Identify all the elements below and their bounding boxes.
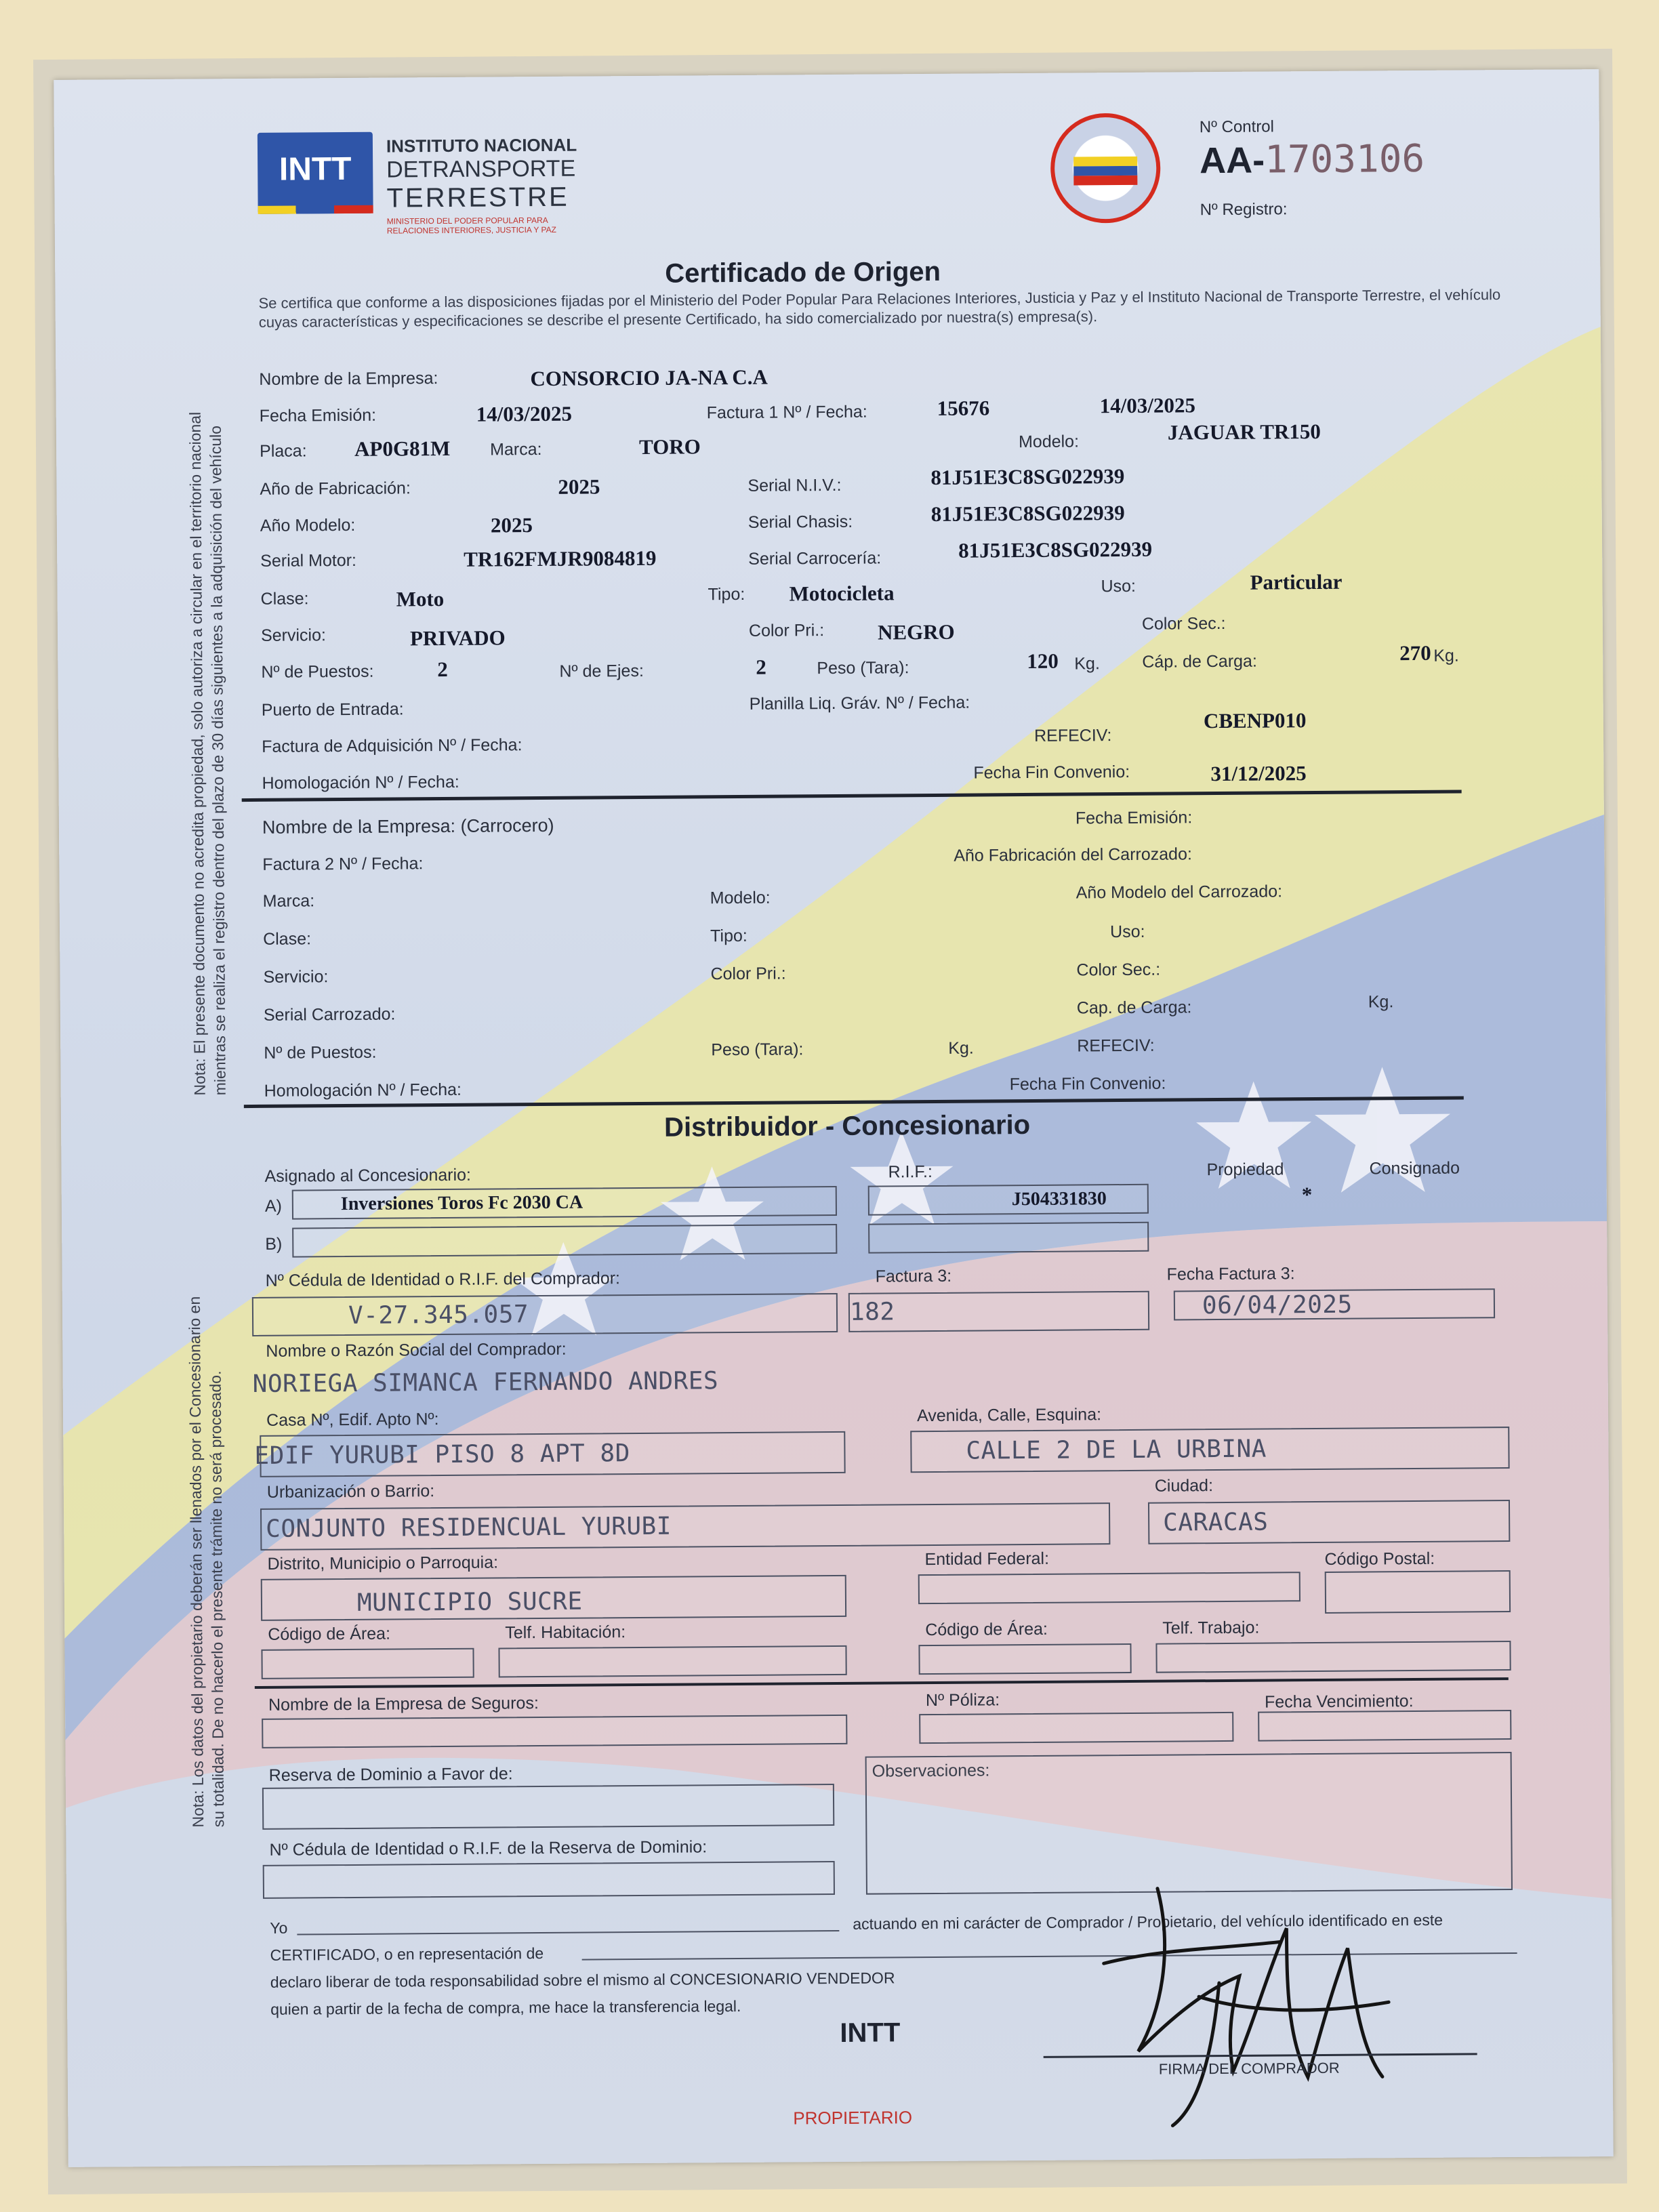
- factura3-value: 182: [849, 1298, 895, 1326]
- servicio-label: Servicio:: [260, 626, 326, 645]
- factura2-label: Factura 2 Nº / Fecha:: [262, 854, 424, 874]
- concesionario-a-field[interactable]: [292, 1186, 837, 1220]
- carrocero-peso-label: Peso (Tara):: [711, 1040, 804, 1060]
- casa-field[interactable]: [254, 1431, 845, 1477]
- carrocero-clase-label: Clase:: [263, 929, 312, 949]
- carrocero-modelo-label: Modelo:: [710, 888, 771, 908]
- anio-fab-label: Año de Fabricación:: [260, 478, 411, 499]
- serial-carroceria-value: 81J51E3C8SG022939: [958, 537, 1153, 562]
- puestos-value: 2: [437, 657, 448, 682]
- uso-label: Uso:: [1101, 576, 1136, 596]
- peso-kg: Kg.: [1074, 654, 1100, 674]
- asignado-label: Asignado al Concesionario:: [264, 1165, 472, 1186]
- reserva-cedula-field[interactable]: [263, 1861, 835, 1899]
- rif-a-field[interactable]: [868, 1184, 1149, 1216]
- declaration-line2: CERTIFICADO, o en representación de: [270, 1944, 544, 1964]
- uso-value: Particular: [1250, 569, 1343, 594]
- reserva-cedula-label: Nº Cédula de Identidad o R.I.F. de la Reserva de Dominio:: [269, 1837, 708, 1860]
- government-seal: [1050, 113, 1161, 224]
- distrito-value: MUNICIPIO SUCRE: [356, 1587, 583, 1617]
- control-label: Nº Control: [1199, 117, 1275, 137]
- avenida-label: Avenida, Calle, Esquina:: [916, 1405, 1102, 1426]
- factura-adq-label: Factura de Adquisición Nº / Fecha:: [262, 735, 523, 756]
- modelo-label: Modelo:: [1018, 432, 1080, 452]
- carrocero-homologacion-label: Homologación Nº / Fecha:: [264, 1080, 462, 1101]
- tipo-label: Tipo:: [708, 584, 745, 605]
- carrocero-uso-label: Uso:: [1109, 922, 1145, 942]
- carrocero-empresa-label: Nombre de la Empresa: (Carrocero): [262, 815, 554, 838]
- color-pri-value: NEGRO: [877, 619, 955, 644]
- carrocero-puestos-label: Nº de Puestos:: [264, 1042, 377, 1063]
- cap-carga-label: Cáp. de Carga:: [1142, 651, 1257, 672]
- seguros-label: Nombre de la Empresa de Seguros:: [268, 1694, 539, 1715]
- telf-trab-label: Telf. Trabajo:: [1162, 1618, 1260, 1638]
- casa-value: EDIF YURUBI PISO 8 APT 8D: [254, 1439, 630, 1470]
- carrocero-marca-label: Marca:: [262, 891, 315, 911]
- cedula-label: Nº Cédula de Identidad o R.I.F. del Comprador:: [265, 1269, 621, 1290]
- propiedad-label: Propiedad: [1206, 1160, 1284, 1180]
- puerto-label: Puerto de Entrada:: [261, 699, 404, 720]
- urbanizacion-label: Urbanización o Barrio:: [266, 1481, 435, 1502]
- carrocero-color-sec-label: Color Sec.:: [1076, 960, 1161, 980]
- serial-chasis-label: Serial Chasis:: [747, 512, 853, 532]
- serial-motor-value: TR162FMJR9084819: [464, 546, 657, 571]
- vencimiento-field[interactable]: [1258, 1710, 1511, 1742]
- clase-value: Moto: [396, 586, 445, 611]
- page-title: Certificado de Origen: [665, 256, 941, 289]
- marca-value: TORO: [638, 434, 701, 459]
- carrocero-servicio-label: Servicio:: [263, 967, 329, 987]
- carrocero-fin-convenio-label: Fecha Fin Convenio:: [1009, 1073, 1166, 1094]
- refeciv-label: REFECIV:: [1033, 726, 1112, 745]
- area1-field[interactable]: [261, 1648, 474, 1679]
- marca-label: Marca:: [490, 439, 542, 459]
- intt-footer: INTT: [840, 2018, 901, 2048]
- declaration-line3: declaro liberar de toda responsabilidad sobre el mismo al CONCESIONARIO VENDEDOR: [270, 1969, 895, 1991]
- empresa-label: Nombre de la Empresa:: [259, 369, 438, 389]
- area1-label: Código de Área:: [268, 1624, 391, 1644]
- carrocero-serial-label: Serial Carrozado:: [263, 1004, 396, 1025]
- propiedad-mark: *: [1301, 1183, 1313, 1207]
- seguros-field[interactable]: [262, 1715, 847, 1748]
- ciudad-label: Ciudad:: [1154, 1476, 1214, 1496]
- color-pri-label: Color Pri.:: [748, 621, 825, 640]
- clase-label: Clase:: [260, 589, 309, 609]
- razon-social-label: Nombre o Razón Social del Comprador:: [266, 1339, 567, 1361]
- fecha-factura3-field[interactable]: [1174, 1288, 1495, 1320]
- fecha-emision-value: 14/03/2025: [476, 401, 573, 426]
- ciudad-field[interactable]: [1148, 1500, 1510, 1544]
- carrocero-refeciv-label: REFECIV:: [1077, 1036, 1155, 1056]
- factura1-label: Factura 1 Nº / Fecha:: [706, 402, 867, 423]
- serial-carroceria-label: Serial Carrocería:: [748, 548, 882, 569]
- distribuidor-heading: Distribuidor - Concesionario: [663, 1109, 1031, 1143]
- urbanizacion-value: CONJUNTO RESIDENCUAL YURUBI: [266, 1512, 672, 1543]
- fin-convenio-value: 31/12/2025: [1210, 761, 1307, 786]
- telf-hab-field[interactable]: [498, 1645, 846, 1678]
- carrocero-cap-kg: Kg.: [1368, 992, 1394, 1012]
- servicio-value: PRIVADO: [409, 626, 506, 651]
- rif-b-field[interactable]: [868, 1222, 1149, 1254]
- ciudad-value: CARACAS: [1163, 1508, 1269, 1537]
- observaciones-label: Observaciones:: [872, 1761, 990, 1781]
- entidad-field[interactable]: [918, 1572, 1300, 1604]
- avenida-value: CALLE 2 DE LA URBINA: [966, 1435, 1267, 1465]
- modelo-value: JAGUAR TR150: [1167, 419, 1321, 445]
- declaration-line1: actuando en mi carácter de Comprador / Propietario, del vehículo identificado en este: [853, 1910, 1443, 1933]
- area2-label: Código de Área:: [925, 1619, 1048, 1640]
- vencimiento-label: Fecha Vencimiento:: [1264, 1692, 1414, 1712]
- buyer-signature: [1063, 1846, 1444, 2133]
- homologacion-label: Homologación Nº / Fecha:: [262, 772, 459, 793]
- serial-chasis-value: 81J51E3C8SG022939: [930, 500, 1125, 526]
- placa-value: AP0G81M: [354, 436, 451, 461]
- intro-text: Se certifica que conforme a las disposiciones fijadas por el Ministerio del Poder Popular Para Relaciones Interiores, Justicia y Paz y el Instituto Nacional de Transporte Terrestre, el vehículo cuyas características y especificaciones se describe el presente Certificado, ha sido comercializado por nuestra(s) empresa(s).: [258, 286, 1501, 331]
- cedula-field[interactable]: [252, 1293, 838, 1336]
- tipo-value: Motocicleta: [789, 581, 895, 606]
- factura3-label: Factura 3:: [875, 1266, 952, 1286]
- cap-carga-kg: Kg.: [1433, 646, 1459, 665]
- side-note-top: Nota: El presente documento no acredita propiedad, solo autoriza a circular en el territorio nacional mientras se realiza el registro dentro del plazo de 30 días siguientes a la adquisición del vehículo: [186, 411, 229, 1096]
- fecha-factura3-value: 06/04/2025: [1202, 1290, 1353, 1320]
- postal-label: Código Postal:: [1324, 1549, 1435, 1569]
- factura1-fecha: 14/03/2025: [1099, 393, 1196, 418]
- serial-niv-label: Serial N.I.V.:: [747, 475, 842, 495]
- cedula-value: V-27.345.057: [348, 1300, 529, 1330]
- anio-modelo-value: 2025: [490, 513, 533, 537]
- anio-modelo-label: Año Modelo:: [260, 515, 356, 535]
- carrocero-tipo-label: Tipo:: [710, 926, 747, 946]
- row-a-label: A): [264, 1196, 282, 1216]
- carrocero-anio-modelo-label: Año Modelo del Carrozado:: [1076, 882, 1283, 903]
- placa-label: Placa:: [260, 441, 307, 461]
- rif-a-value: J504331830: [1011, 1188, 1107, 1210]
- casa-label: Casa Nº, Edif. Apto Nº:: [266, 1410, 439, 1430]
- consignado-label: Consignado: [1369, 1158, 1460, 1179]
- telf-hab-label: Telf. Habitación:: [505, 1622, 626, 1643]
- carrocero-cap-label: Cap. de Carga:: [1076, 998, 1192, 1018]
- row-b-label: B): [265, 1234, 283, 1254]
- intt-logo: [258, 132, 373, 214]
- fecha-factura3-label: Fecha Factura 3:: [1166, 1264, 1295, 1284]
- certificate-sheet: [54, 69, 1613, 2167]
- postal-field[interactable]: [1325, 1570, 1511, 1614]
- serial-motor-label: Serial Motor:: [260, 550, 357, 571]
- ejes-value: 2: [756, 655, 766, 679]
- carrocero-fecha-emision-label: Fecha Emisión:: [1075, 808, 1193, 828]
- planilla-label: Planilla Liq. Gráv. Nº / Fecha:: [749, 693, 970, 714]
- fecha-emision-label: Fecha Emisión:: [259, 405, 377, 426]
- puestos-label: Nº de Puestos:: [261, 661, 374, 682]
- declaration-line4: quien a partir de la fecha de compra, me hace la transferencia legal.: [270, 1996, 741, 2018]
- reserva-field[interactable]: [262, 1784, 834, 1830]
- empresa-value: CONSORCIO JA-NA C.A: [530, 365, 768, 391]
- urbanizacion-field[interactable]: [260, 1502, 1110, 1551]
- refeciv-value: CBENP010: [1203, 708, 1307, 733]
- carrocero-peso-kg: Kg.: [948, 1038, 974, 1058]
- color-sec-label: Color Sec.:: [1141, 613, 1226, 634]
- reserva-label: Reserva de Dominio a Favor de:: [268, 1764, 513, 1785]
- side-note-bottom: Nota: Los datos del propietario deberán ser llenados por el Concesionario en su totalidad. De no hacerlo el presente trámite no será procesado.: [185, 1296, 228, 1828]
- propietario-label: PROPIETARIO: [793, 2107, 913, 2129]
- fin-convenio-label: Fecha Fin Convenio:: [973, 762, 1130, 783]
- entidad-label: Entidad Federal:: [924, 1549, 1050, 1570]
- peso-value: 120: [1027, 649, 1059, 673]
- area2-field[interactable]: [918, 1643, 1131, 1675]
- peso-label: Peso (Tara):: [817, 658, 909, 678]
- razon-social-value: NORIEGA SIMANCA FERNANDO ANDRES: [252, 1367, 719, 1398]
- distrito-field[interactable]: [261, 1575, 846, 1621]
- factura1-num: 15676: [937, 396, 990, 420]
- logo-abbr: INTT: [279, 150, 352, 188]
- org-name: INSTITUTO NACIONAL DETRANSPORTE TERRESTRE MINISTERIO DEL PODER POPULAR PARA RELACIONES INTERIORES, JUSTICIA Y PAZ: [386, 134, 577, 236]
- avenida-field[interactable]: [910, 1427, 1509, 1473]
- poliza-field[interactable]: [919, 1712, 1233, 1744]
- concesionario-a-value: Inversiones Toros Fc 2030 CA: [340, 1191, 583, 1215]
- control-number: AA-1703106: [1199, 136, 1425, 182]
- rif-label: R.I.F.:: [888, 1162, 933, 1182]
- ejes-label: Nº de Ejes:: [559, 661, 644, 681]
- serial-niv-value: 81J51E3C8SG022939: [930, 464, 1125, 489]
- carrocero-anio-fab-label: Año Fabricación del Carrozado:: [954, 844, 1192, 865]
- anio-fab-value: 2025: [558, 474, 600, 499]
- registro-label: Nº Registro:: [1200, 200, 1288, 220]
- carrocero-color-pri-label: Color Pri.:: [710, 964, 786, 984]
- declaration-yo: Yo: [270, 1919, 288, 1937]
- firma-label: FIRMA DEL COMPRADOR: [1158, 2059, 1340, 2078]
- distrito-label: Distrito, Municipio o Parroquia:: [267, 1553, 499, 1574]
- cap-carga-value: 270: [1399, 640, 1431, 665]
- factura3-field[interactable]: [848, 1291, 1149, 1332]
- telf-trab-field[interactable]: [1155, 1641, 1511, 1673]
- concesionario-b-field[interactable]: [292, 1224, 837, 1258]
- poliza-label: Nº Póliza:: [925, 1690, 1000, 1711]
